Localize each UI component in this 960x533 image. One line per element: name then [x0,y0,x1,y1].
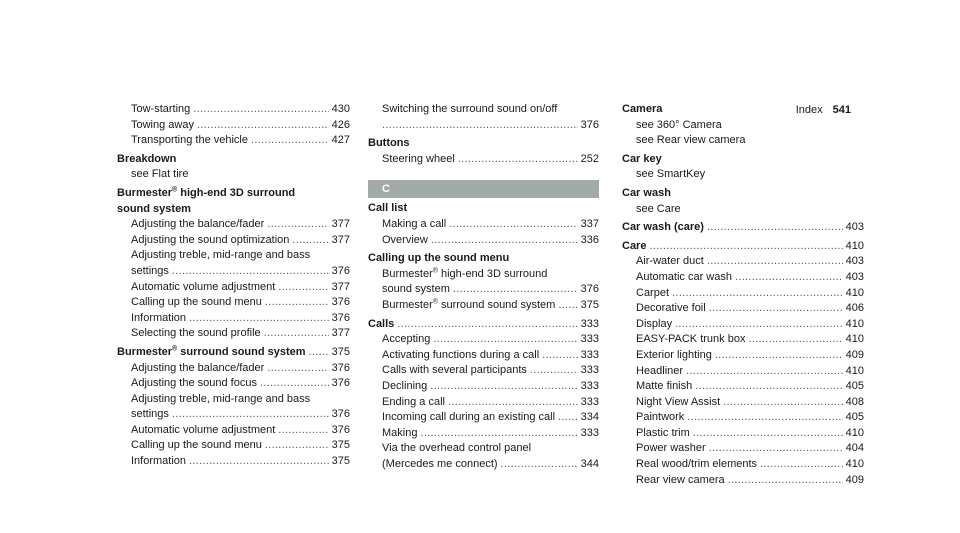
index-entry-line: Burmester® high-end 3D surround [382,267,548,280]
index-entry: Burmester® surround sound system ..... 375 [368,298,599,314]
index-entry: Rear view camera ..... 409 [622,473,864,489]
index-heading: Car key [622,152,662,165]
index-heading: Burmester® surround sound system ..... 375 [117,345,350,361]
index-entry: Calling up the sound menu ..... 375 [117,438,350,454]
index-entry: Making ..... 333 [368,426,599,442]
index-entry: Accepting ..... 333 [368,332,599,348]
index-entry: Calls with several participants ..... 333 [368,363,599,379]
index-entry: Incoming call during an existing call ..... 334 [368,410,599,426]
index-entry: Information ..... 376 [117,311,350,327]
index-entry: Calling up the sound menu ..... 376 [117,295,350,311]
index-entry: Air-water duct ..... 403 [622,254,864,270]
index-entry: Towing away ..... 426 [117,118,350,134]
index-heading: Camera [622,103,663,115]
index-entry: Night View Assist ..... 408 [622,395,864,411]
index-entry: Making a call ..... 337 [368,217,599,233]
index-entry: Activating functions during a call ..... 333 [368,348,599,364]
index-entry: Adjusting the sound focus ..... 376 [117,376,350,392]
index-entry: Exterior lighting ..... 409 [622,348,864,364]
index-heading: Breakdown [117,152,177,165]
index-entry: ..... 376 [368,118,599,134]
index-entry: Tow-starting ..... 430 [117,102,350,118]
index-entry-line: Switching the surround sound on/off [382,103,558,115]
index-heading: Car wash (care) ..... 403 [622,220,864,236]
see-reference: see SmartKey [636,168,706,181]
index-entry: Automatic volume adjustment ..... 377 [117,280,350,296]
index-entry: Transporting the vehicle ..... 427 [117,133,350,149]
see-reference: see Care [636,202,681,215]
index-entry-line: Adjusting treble, mid-range and bass [131,249,311,262]
index-entry: Plastic trim ..... 410 [622,426,864,442]
index-entry: Adjusting the sound optimization ..... 377 [117,233,350,249]
index-entry: Steering wheel ..... 252 [368,152,599,168]
see-reference: see 360° Camera [636,118,722,131]
index-entry: Declining ..... 333 [368,379,599,395]
index-heading: Buttons [368,137,410,150]
letter-section-bar: C [368,180,599,198]
index-heading: Burmester® high-end 3D surround [117,186,296,199]
index-entry: Carpet ..... 410 [622,286,864,302]
index-heading: Care ..... 410 [622,239,864,255]
index-entry: Selecting the sound profile ..... 377 [117,326,350,342]
index-entry: (Mercedes me connect) ..... 344 [368,457,599,473]
care-subentries [622,254,864,488]
index-heading: Calls ..... 333 [368,317,599,333]
index-entry: Matte finish ..... 405 [622,379,864,395]
index-column-3 [622,102,864,488]
page-number: 541 [832,104,851,116]
index-entry: Decorative foil ..... 406 [622,301,864,317]
index-entry: EASY-PACK trunk box ..... 410 [622,332,864,348]
index-heading: Call list [368,202,408,215]
index-entry: Ending a call ..... 333 [368,395,599,411]
index-heading-cont: sound system [117,202,191,215]
index-entry: sound system ..... 376 [368,282,599,298]
section-title: Index [795,104,823,116]
index-entry: Adjusting the balance/fader ..... 376 [117,361,350,377]
see-reference: see Flat tire [131,168,189,181]
index-entry: Automatic car wash ..... 403 [622,270,864,286]
index-entry: Display ..... 410 [622,317,864,333]
index-entry: settings ..... 376 [117,264,350,280]
index-entry: Real wood/trim elements ..... 410 [622,457,864,473]
index-entry: Headliner ..... 410 [622,364,864,380]
see-reference: see Rear view camera [636,134,746,147]
index-entry-line: Via the overhead control panel [382,442,532,455]
index-entry-line: Adjusting treble, mid-range and bass [131,392,311,405]
index-entry: Automatic volume adjustment ..... 376 [117,423,350,439]
index-entry: Power washer ..... 404 [622,441,864,457]
index-heading: Car wash [622,186,671,199]
index-column-1 [117,102,350,470]
index-entry: settings ..... 376 [117,407,350,423]
index-heading: Calling up the sound menu [368,252,510,265]
index-entry: Paintwork ..... 405 [622,410,864,426]
index-column-2 [368,102,599,472]
index-entry: Overview ..... 336 [368,233,599,249]
index-entry: Adjusting the balance/fader ..... 377 [117,217,350,233]
index-entry: Information ..... 375 [117,454,350,470]
